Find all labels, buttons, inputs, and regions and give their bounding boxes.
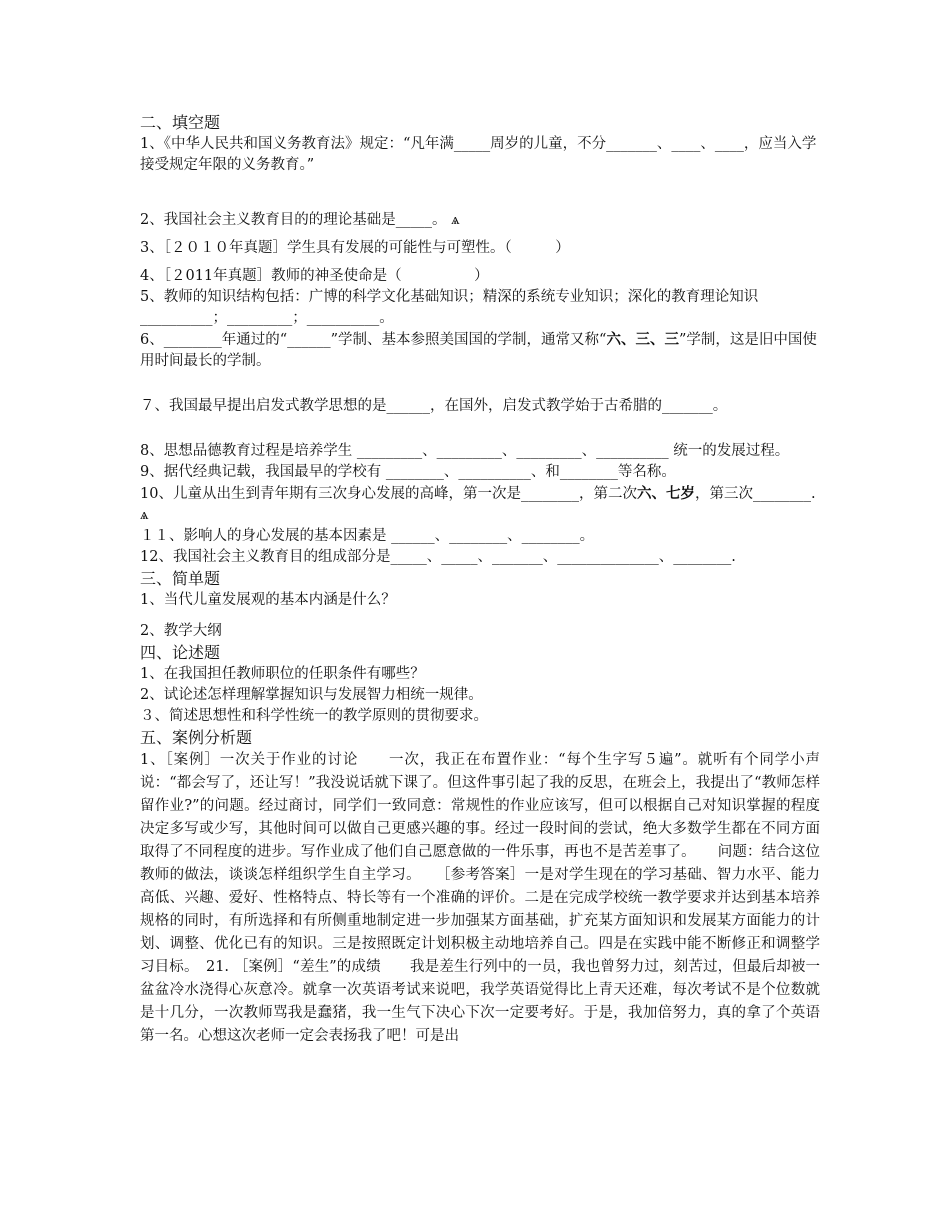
question-3-2: 2、教学大纲 [140,623,222,639]
question-2-10-text-a: 10、儿童从出生到青年期有三次身心发展的高峰，第一次是________，第二次 [140,486,637,502]
section-title-essay: 四、论述题 [140,643,221,662]
question-2-7: ７、我国最早提出启发式教学思想的是______，在国外，启发式教学始于古希腊的_______。 [140,398,728,414]
question-2-2: 2、我国社会主义教育目的的理论基础是_____。 ѧ [140,212,460,228]
question-3-1: 1、当代儿童发展观的基本内涵是什么？ [140,592,396,608]
question-2-4: 4、［２011年真题］教师的神圣使命是（ ） [140,268,489,284]
section-title-fill-in: 二、填空题 [140,113,221,132]
question-2-6-bold: 六、三、三 [606,331,679,348]
question-2-9: 9、据代经典记载，我国最早的学校有 ________、__________、和________等名称。 [140,464,676,480]
section-title-short-answer: 三、简单题 [140,569,221,588]
document-page [140,112,820,1048]
question-2-1: 1、《中华人民共和国义务教育法》规定：“凡年满_____周岁的儿童，不分_______、____、____，应当入学接受规定年限的义务教育。” [140,136,817,173]
question-4-1: 1、在我国担任教师职位的任职条件有哪些？ [140,666,425,682]
question-2-10 [140,483,820,526]
question-4-3: ３、简述思想性和科学性统一的教学原则的贯彻要求。 [140,708,488,724]
case-analysis-text: 1、［案例］一次关于作业的讨论 一次，我正在布置作业：“每个生字写５遍”。就听有个同学小声说：“都会写了，还让写！”我没说话就下课了。但这件事引起了我的反思，在班会上，我提出了“教师怎样留作业?”的问题。经过商讨，同学们一致同意：常规性的作业应该写，但可以根据自己对知识掌握的程度决定多写或少写，其他时间可以做自己更感兴趣的事。经过一段时间的尝试，绝大多数学生都在不同方面取得了不同程度的进步。写作业成了他们自己愿意做的一件乐事，再也不是苦差事了。 问题：结合这位教师的做法，谈谈怎样组织学生自主学习。 ［参考答案］一是对学生现在的学习基础、智力水平、能力高低、兴趣、爱好、性格特点、特长等有一个准确的评价。二是在完成学校统一教学要求并达到基本培养规格的同时，有所选择和有所侧重地制定进一步加强某方面基础，扩充某方面知识和发展某方面能力的计划、调整、优化已有的知识。三是按照既定计划积极主动地培养自己。四是在实践中能不断修正和调整学习目标。 21. ［案例］“差生”的成绩 我是差生行列中的一员，我也曾努力过，刻苦过，但最后却被一盆盆冷水浇得心灰意冷。就拿一次英语考试来说吧，我学英语觉得比上青天还难，每次考试不是个位数就是十几分，一次教师骂我是蠢猪，我一生气下决心下次一定要考好。于是，我加倍努力，真的拿了个英语第一名。心想这次老师一定会表扬我了吧！可是出 [140,752,820,1044]
question-2-6-text-a: 6、________年通过的“______”学制、基本参照美国国的学制，通常又称“ [140,332,607,348]
question-2-6-text-b: ”学制，这是旧中国使用时间最长的学制。 [140,332,817,369]
question-2-6 [140,329,820,372]
question-2-3: 3、［２０１０年真题］学生具有发展的可能性与可塑性。（ ） [140,240,570,256]
question-4-2: 2、试论述怎样理解掌握知识与发展智力相统一规律。 [140,687,483,703]
section-title-case-analysis: 五、案例分析题 [140,728,253,747]
question-2-10-text-b: ，第三次________. ѧ [140,486,816,523]
question-2-11: １１、影响人的身心发展的基本因素是 ______、________、________。 [140,528,595,544]
question-2-5: 5、教师的知识结构包括：广博的科学文化基础知识；精深的系统专业知识；深化的教育理论知识__________；_________；__________。 [140,289,759,326]
question-2-10-bold: 六、七岁 [636,485,695,502]
question-2-12: 12、我国社会主义教育目的组成部分是_____、_____、_______、______________、________. [140,549,736,565]
question-2-8: 8、思想品德教育过程是培养学生 _________、_________、_________、__________ 统一的发展过程。 [140,443,790,459]
